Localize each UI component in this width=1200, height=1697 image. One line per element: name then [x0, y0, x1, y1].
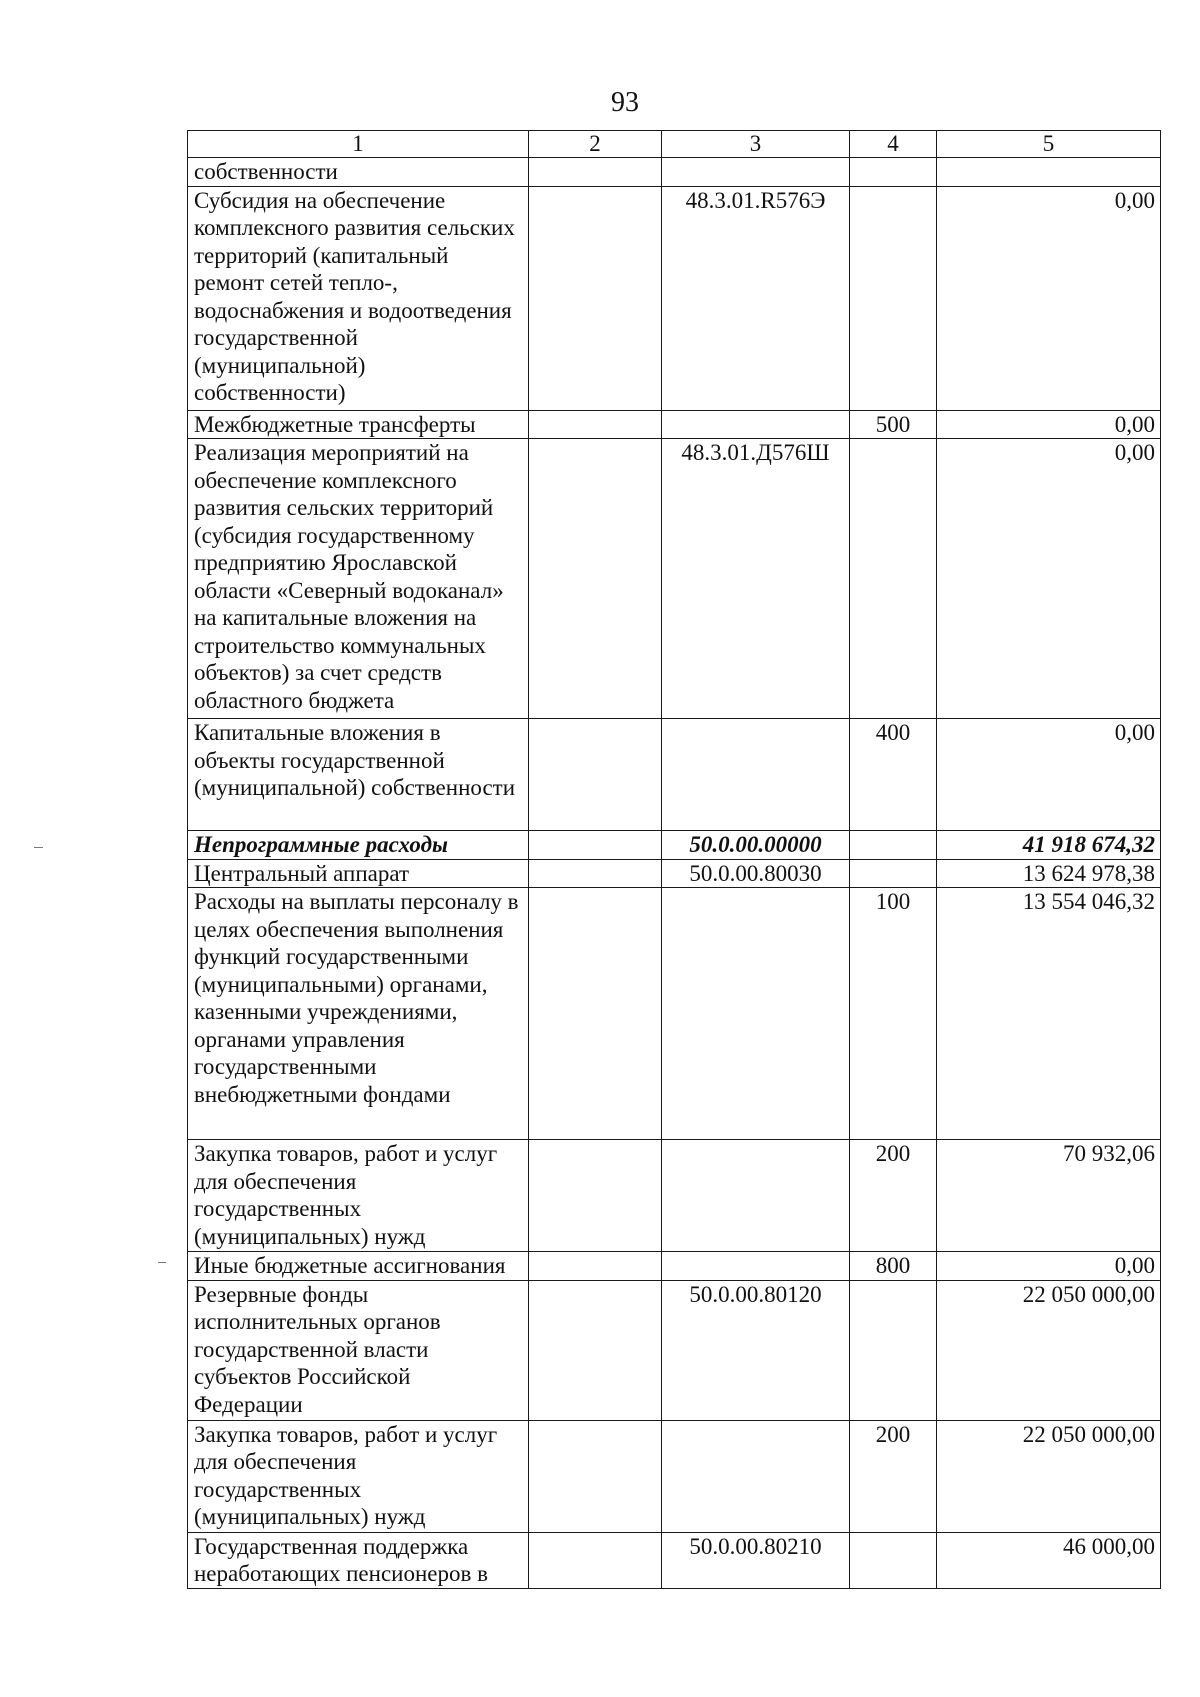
- row-amount-cell: 0,00: [937, 186, 1161, 410]
- table-row: [188, 439, 1161, 719]
- row-name-cell: собственности: [188, 158, 529, 187]
- row-code-cell: [662, 1420, 850, 1532]
- row-name-cell: Расходы на выплаты персоналу в целях обеспечения выполнения функций государственными (муниципальными) органами, казенными учреждениями, органами управления государственными внебюджетными фондами: [188, 888, 529, 1140]
- row-name-cell: Государственная поддержка неработающих пенсионеров в: [188, 1532, 529, 1588]
- column-header-5: 5: [937, 131, 1161, 158]
- row-code-cell: 50.0.00.80210: [662, 1532, 850, 1588]
- row-code-cell: [662, 1252, 850, 1281]
- row-type-cell: 400: [850, 719, 937, 831]
- row-amount-cell: 70 932,06: [937, 1140, 1161, 1252]
- row-col2-cell: [529, 1140, 662, 1252]
- row-col2-cell: [529, 1420, 662, 1532]
- row-type-cell: [850, 1280, 937, 1420]
- row-name-cell: Центральный аппарат: [188, 859, 529, 888]
- table-row: [188, 410, 1161, 439]
- table-row: [188, 186, 1161, 410]
- table-row: [188, 1140, 1161, 1252]
- row-amount-cell: [937, 158, 1161, 187]
- table-row: [188, 1420, 1161, 1532]
- page-number: 93: [611, 87, 639, 118]
- row-type-cell: 100: [850, 888, 937, 1140]
- row-code-cell: [662, 719, 850, 831]
- row-amount-cell: 0,00: [937, 439, 1161, 719]
- row-col2-cell: [529, 831, 662, 860]
- row-amount-cell: 0,00: [937, 719, 1161, 831]
- row-name-cell: Резервные фонды исполнительных органов государственной власти субъектов Российской Федерации: [188, 1280, 529, 1420]
- row-col2-cell: [529, 158, 662, 187]
- row-col2-cell: [529, 859, 662, 888]
- row-code-cell: [662, 410, 850, 439]
- row-type-cell: [850, 158, 937, 187]
- row-amount-cell: 13 624 978,38: [937, 859, 1161, 888]
- row-type-cell: 200: [850, 1140, 937, 1252]
- row-type-cell: 500: [850, 410, 937, 439]
- row-code-cell: 50.0.00.00000: [662, 831, 850, 860]
- row-code-cell: [662, 1140, 850, 1252]
- row-amount-cell: 41 918 674,32: [937, 831, 1161, 860]
- budget-table: [187, 130, 1161, 1589]
- row-amount-cell: 46 000,00: [937, 1532, 1161, 1588]
- column-header-3: 3: [662, 131, 850, 158]
- row-col2-cell: [529, 410, 662, 439]
- row-col2-cell: [529, 1252, 662, 1281]
- row-code-cell: 48.3.01.R576Э: [662, 186, 850, 410]
- table-row: [188, 859, 1161, 888]
- row-type-cell: [850, 859, 937, 888]
- row-col2-cell: [529, 888, 662, 1140]
- row-name-cell: Реализация мероприятий на обеспечение комплексного развития сельских территорий (субсидия государственному предприятию Ярославской области «Северный водоканал» на капитальные вложения на строительство коммунальных объектов) за счет средств областного бюджета: [188, 439, 529, 719]
- row-amount-cell: 22 050 000,00: [937, 1280, 1161, 1420]
- row-code-cell: 50.0.00.80030: [662, 859, 850, 888]
- row-amount-cell: 0,00: [937, 410, 1161, 439]
- row-code-cell: 50.0.00.80120: [662, 1280, 850, 1420]
- row-type-cell: [850, 439, 937, 719]
- row-col2-cell: [529, 719, 662, 831]
- column-header-2: 2: [529, 131, 662, 158]
- column-header-4: 4: [850, 131, 937, 158]
- row-name-cell: Непрограммные расходы: [188, 831, 529, 860]
- margin-mark: [158, 1262, 166, 1263]
- table-row: [188, 1532, 1161, 1588]
- row-type-cell: [850, 831, 937, 860]
- table-row: [188, 831, 1161, 860]
- row-name-cell: Закупка товаров, работ и услуг для обеспечения государственных (муниципальных) нужд: [188, 1140, 529, 1252]
- row-name-cell: Субсидия на обеспечение комплексного развития сельских территорий (капитальный ремонт сетей тепло-, водоснабжения и водоотведения государственной (муниципальной) собственности): [188, 186, 529, 410]
- row-type-cell: 200: [850, 1420, 937, 1532]
- column-header-1: 1: [188, 131, 529, 158]
- row-type-cell: 800: [850, 1252, 937, 1281]
- row-code-cell: [662, 158, 850, 187]
- row-col2-cell: [529, 1280, 662, 1420]
- row-name-cell: Капитальные вложения в объекты государственной (муниципальной) собственности: [188, 719, 529, 831]
- row-col2-cell: [529, 186, 662, 410]
- row-code-cell: 48.3.01.Д576Ш: [662, 439, 850, 719]
- table-header-row: [188, 131, 1161, 158]
- table-row: [188, 1280, 1161, 1420]
- row-amount-cell: 22 050 000,00: [937, 1420, 1161, 1532]
- row-code-cell: [662, 888, 850, 1140]
- row-col2-cell: [529, 439, 662, 719]
- table-row: [188, 1252, 1161, 1281]
- row-col2-cell: [529, 1532, 662, 1588]
- row-name-cell: Закупка товаров, работ и услуг для обеспечения государственных (муниципальных) нужд: [188, 1420, 529, 1532]
- table-row: [188, 888, 1161, 1140]
- row-name-cell: Межбюджетные трансферты: [188, 410, 529, 439]
- row-name-cell: Иные бюджетные ассигнования: [188, 1252, 529, 1281]
- row-type-cell: [850, 186, 937, 410]
- table-row: [188, 158, 1161, 187]
- row-type-cell: [850, 1532, 937, 1588]
- table-body: [188, 131, 1161, 1589]
- row-amount-cell: 13 554 046,32: [937, 888, 1161, 1140]
- row-amount-cell: 0,00: [937, 1252, 1161, 1281]
- table-row: [188, 719, 1161, 831]
- margin-mark: [34, 847, 43, 848]
